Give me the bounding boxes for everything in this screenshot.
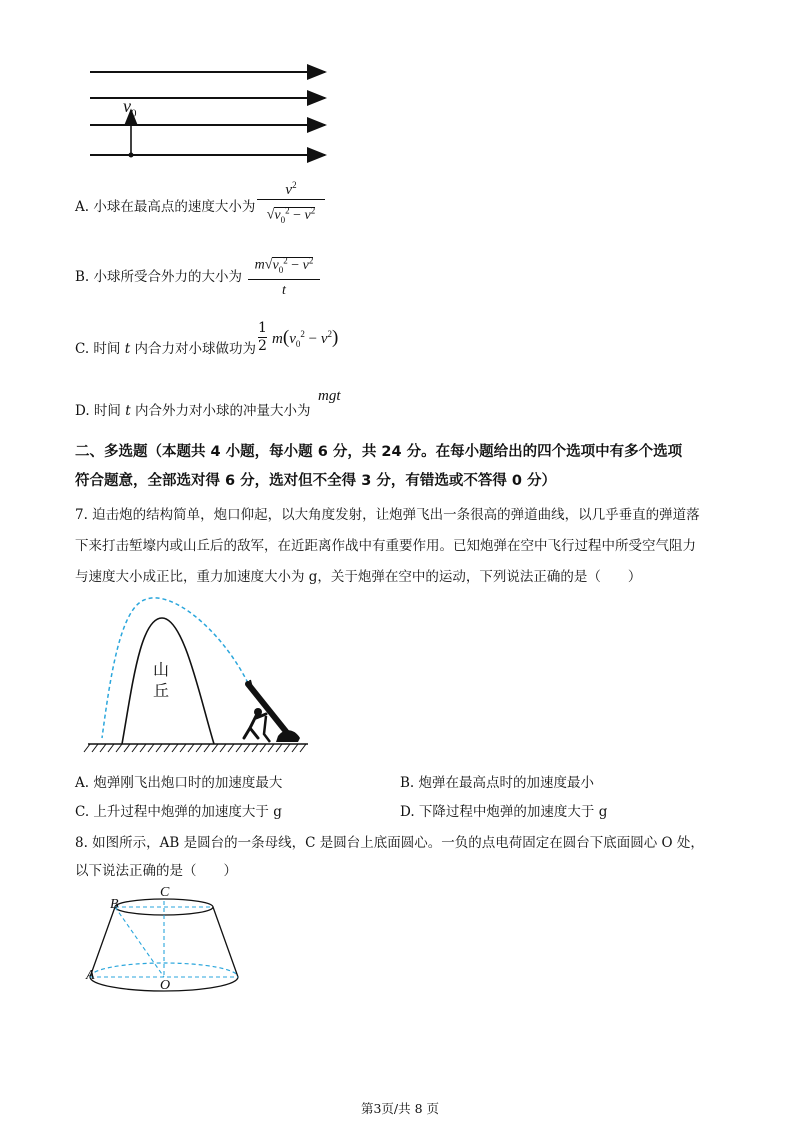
q6-option-b-formula: $m√v_0^2 - v^2$ t	[248, 250, 320, 302]
point-a-label: A	[86, 968, 95, 983]
q7-option-a: A. 炮弹刚飞出炮口时的加速度最大	[75, 775, 283, 791]
q8-stem-line2: 以下说法正确的是（ ）	[75, 863, 237, 879]
q7-option-c: C. 上升过程中炮弹的加速度大于 g	[75, 804, 282, 820]
q6-option-b: B. 小球所受合外力的大小为	[75, 269, 243, 285]
q6-option-c: C. 时间 t 内合力对小球做功为	[75, 341, 256, 357]
q6-option-c-formula: $\frac{1}{2}$ $m(v_0^2 - v^2)$	[258, 320, 339, 354]
q7-stem-line3: 与速度大小成正比，重力加速度大小为 g，关于炮弹在空中的运动，下列说法正确的是（ ）	[75, 569, 642, 585]
hill-label-qiu: 丘	[153, 681, 170, 700]
q6-option-a-formula: $v^2$ $√v_0^2 - v^2$	[257, 176, 325, 229]
field-lines-figure	[80, 60, 340, 170]
q7-option-d: D. 下降过程中炮弹的加速度大于 g	[400, 804, 608, 820]
section2-heading-line2: 符合题意，全部选对得 6 分，选对但不全得 3 分，有错选或不答得 0 分）	[75, 473, 557, 489]
q6-option-a: A. 小球在最高点的速度大小为	[75, 199, 256, 215]
v0-label: $v_0$	[123, 96, 137, 120]
section2-heading-line1: 二、多选题（本题共 4 小题，每小题 6 分，共 24 分。在每小题给出的四个选项中有多个选项	[75, 444, 683, 460]
q6-option-d-formula: mgt	[318, 388, 341, 404]
mortar-hill-figure	[80, 588, 320, 758]
point-c-label: C	[160, 885, 170, 900]
q7-option-b: B. 炮弹在最高点时的加速度最小	[400, 775, 595, 791]
point-o-label: O	[160, 978, 171, 993]
q6-option-d: D. 时间 t 内合外力对小球的冲量大小为	[75, 403, 311, 419]
q7-stem-line1: 7. 迫击炮的结构简单，炮口仰起，以大角度发射，让炮弹飞出一条很高的弹道曲线，以几乎垂直的弹道落	[75, 507, 700, 523]
hill-label-shan: 山	[153, 660, 170, 679]
page-footer: 第3页/共 8 页	[360, 1101, 440, 1116]
point-b-label: B	[110, 897, 119, 912]
q7-stem-line2: 下来打击堑壕内或山丘后的敌军，在近距离作战中有重要作用。已知炮弹在空中飞行过程中所受空气阻力	[75, 538, 696, 554]
q8-stem-line1: 8. 如图所示，AB 是圆台的一条母线，C 是圆台上底面圆心。一负的点电荷固定在圆台下底面圆心 O 处，	[75, 835, 704, 851]
